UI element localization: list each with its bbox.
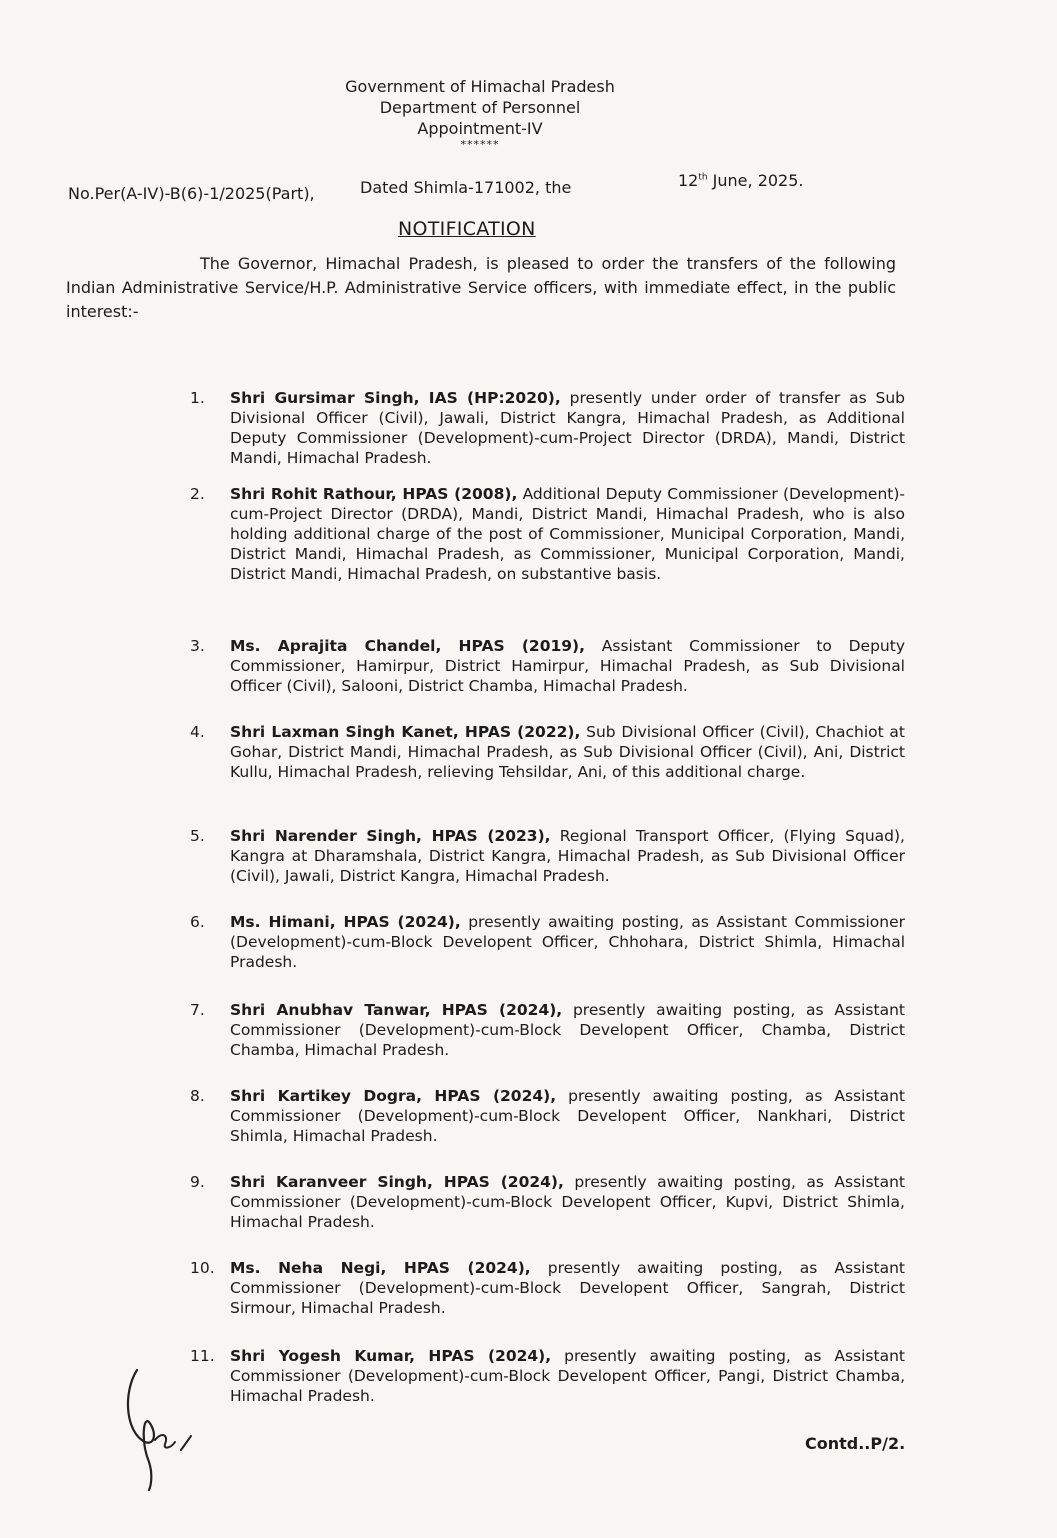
- dated-place: Dated Shimla-171002, the: [360, 178, 572, 197]
- list-item: 10. Ms. Neha Negi, HPAS (2024), presently awaiting posting, as Assistant Commissioner (Development)-cum-Block Developent Officer, Sangrah, District Sirmour, Himachal Pradesh.: [190, 1259, 905, 1317]
- handwritten-signature: [115, 1362, 205, 1492]
- list-item: 7. Shri Anubhav Tanwar, HPAS (2024), presently awaiting posting, as Assistant Commissioner (Development)-cum-Block Developent Officer, Chamba, District Chamba, Himachal Pradesh.: [190, 1001, 905, 1059]
- department-name: Department of Personnel: [379, 98, 581, 117]
- list-item: 8. Shri Kartikey Dogra, HPAS (2024), presently awaiting posting, as Assistant Commissioner (Development)-cum-Block Developent Officer, Nankhari, District Shimla, Himachal Pradesh.: [190, 1087, 905, 1145]
- letterhead: [300, 76, 660, 139]
- government-name: Government of Himachal Pradesh: [345, 77, 615, 96]
- notification-date: 12th June, 2025.: [678, 171, 804, 190]
- intro-paragraph: The Governor, Himachal Pradesh, is pleased to order the transfers of the following Indian Administrative Service/H.P. Administrative Service officers, with immediate effect, in the public interest:-: [66, 254, 896, 321]
- reference-number: No.Per(A-IV)-B(6)-1/2025(Part),: [68, 184, 315, 203]
- list-item: 9. Shri Karanveer Singh, HPAS (2024), presently awaiting posting, as Assistant Commissioner (Development)-cum-Block Developent Officer, Kupvi, District Shimla, Himachal Pradesh.: [190, 1173, 905, 1231]
- list-item: 6. Ms. Himani, HPAS (2024), presently awaiting posting, as Assistant Commissioner (Development)-cum-Block Developent Officer, Chhohara, District Shimla, Himachal Pradesh.: [190, 913, 906, 971]
- list-item: 1. Shri Gursimar Singh, IAS (HP:2020), presently under order of transfer as Sub Divisional Officer (Civil), Jawali, District Kangra, Himachal Pradesh, as Additional Deputy Commissioner (Development)-cum-Project Director (DRDA), Mandi, District Mandi, Himachal Pradesh.: [190, 389, 905, 467]
- list-item: 5. Shri Narender Singh, HPAS (2023), Regional Transport Officer, (Flying Squad), Kangra at Dharamshala, District Kangra, Himachal Pradesh, as Sub Divisional Officer (Civil), Jawali, District Kangra, Himachal Pradesh.: [190, 827, 905, 885]
- list-item: 3. Ms. Aprajita Chandel, HPAS (2019), Assistant Commissioner to Deputy Commissioner, Hamirpur, District Hamirpur, Himachal Pradesh, as Sub Divisional Officer (Civil), Salooni, District Chamba, Himachal Pradesh.: [190, 637, 906, 695]
- list-item: 4. Shri Laxman Singh Kanet, HPAS (2022), Sub Divisional Officer (Civil), Chachiot at Gohar, District Mandi, Himachal Pradesh, as Sub Divisional Officer (Civil), Ani, District Kullu, Himachal Pradesh, relieving Tehsildar, Ani, of this additional charge.: [190, 723, 906, 781]
- list-item: 2. Shri Rohit Rathour, HPAS (2008), Additional Deputy Commissioner (Development)-cum-Project Director (DRDA), Mandi, District Mandi, Himachal Pradesh, who is also holding additional charge of the post of Commissioner, Municipal Corporation, Mandi, District Mandi, Himachal Pradesh, as Commissioner, Municipal Corporation, Mandi, District Mandi, Himachal Pradesh, on substantive basis.: [190, 485, 906, 583]
- section-name: Appointment-IV: [417, 119, 543, 138]
- header-stars: ******: [460, 138, 500, 151]
- notification-title: NOTIFICATION: [398, 218, 536, 240]
- list-item: 11. Shri Yogesh Kumar, HPAS (2024), presently awaiting posting, as Assistant Commissioner (Development)-cum-Block Developent Officer, Pangi, District Chamba, Himachal Pradesh.: [190, 1347, 905, 1405]
- continued-note: Contd..P/2.: [805, 1434, 906, 1453]
